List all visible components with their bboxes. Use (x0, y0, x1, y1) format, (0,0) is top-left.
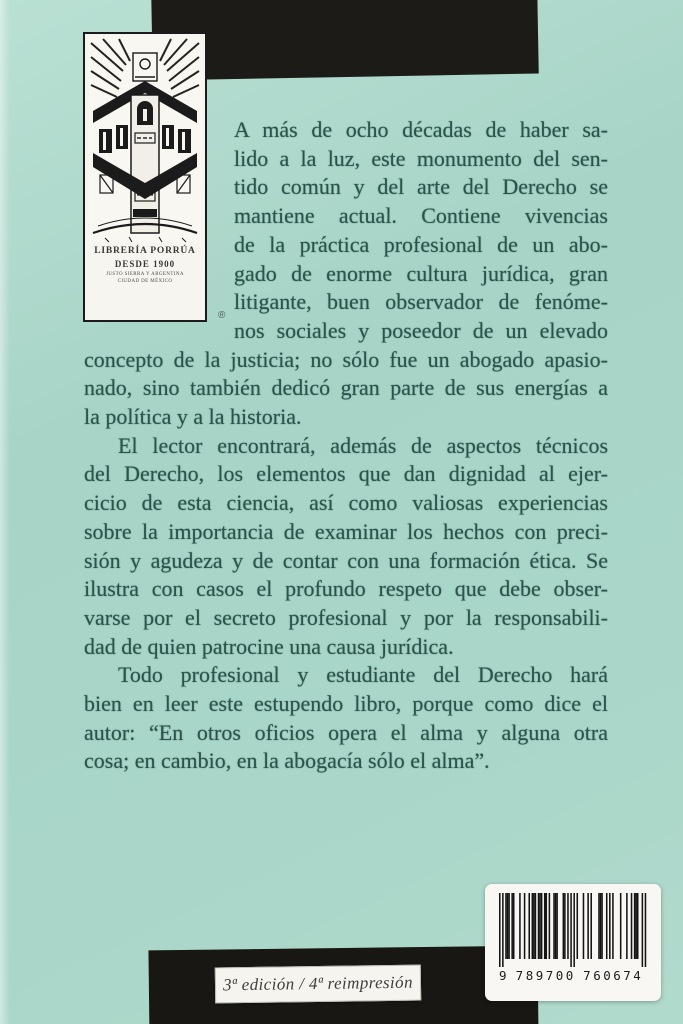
barcode-bars (499, 893, 647, 967)
publisher-name: LIBRERÍA PORRÚA (94, 246, 196, 256)
blurb-line: la política y a la historia. (84, 404, 302, 430)
blurb-line: tido común y del arte del Derecho se (234, 174, 608, 200)
blurb-line: autor: “En otros oficios opera el alma y alguna otra (84, 719, 608, 745)
barcode-digits (499, 968, 647, 983)
barcode-digit-group1: 789700 (515, 968, 576, 983)
page-edge-highlight (0, 0, 10, 1024)
blurb-line: concepto de la justicia; no sólo fue un abogado apasio- (84, 346, 608, 372)
blurb-line: dad de quien patrocine una causa jurídica. (84, 633, 454, 659)
blurb-line: nado, sino también dedicó gran parte de sus energías a (84, 375, 608, 401)
blurb-line: sobre la importancia de examinar los hechos con preci- (84, 518, 608, 544)
isbn-barcode (485, 884, 661, 1001)
registered-trademark-icon: ® (218, 310, 226, 321)
barcode-digit-prefix: 9 (499, 968, 507, 983)
blurb-line: varse por el secreto profesional y por la responsabili- (84, 604, 608, 630)
blurb-line: sión y agudeza y de contar con una formación ética. Se (84, 547, 608, 573)
blurb-line: nos sociales y poseedor de un elevado (234, 317, 608, 343)
blurb-line: del Derecho, los elementos que dan dignidad al ejer- (84, 461, 608, 487)
blurb-line: A más de ocho décadas de haber sa- (234, 117, 608, 142)
logo-wrap-spacer (84, 116, 234, 324)
publisher-address-line2: CIUDAD DE MÉXICO (117, 278, 173, 284)
publisher-address-line1: JUSTO SIERRA Y ARGENTINA (106, 272, 184, 277)
blurb-line: cicio de esta ciencia, así como valiosas experiencias (84, 490, 608, 516)
blurb-line: El lector encontrará, además de aspectos técnicos (118, 432, 608, 458)
blurb-text (84, 116, 608, 776)
top-black-bar (151, 0, 539, 81)
blurb-line: lido a la luz, este monumento del sen- (234, 145, 608, 171)
blurb-line: gado de enorme cultura jurídica, gran (234, 260, 608, 286)
blurb-line: ilustra con casos el profundo respeto que debe obser- (84, 576, 608, 602)
blurb-line: de la práctica profesional de un abo- (234, 231, 608, 257)
publisher-since: DESDE 1900 (114, 259, 176, 269)
blurb-line: cosa; en cambio, en la abogacía sólo el alma”. (84, 748, 490, 774)
blurb-line: litigante, buen observador de fenóme- (234, 289, 608, 315)
barcode-digit-group2: 760674 (583, 968, 644, 983)
blurb-line: bien en leer este estupendo libro, porque como dice el (84, 691, 608, 717)
blurb-line: mantiene actual. Contiene vivencias (234, 203, 608, 229)
edition-label (215, 965, 421, 1004)
edition-label-text: 3ª edición / 4ª reimpresión (222, 972, 414, 995)
blurb-line: Todo profesional y estudiante del Derecho hará (118, 662, 608, 688)
